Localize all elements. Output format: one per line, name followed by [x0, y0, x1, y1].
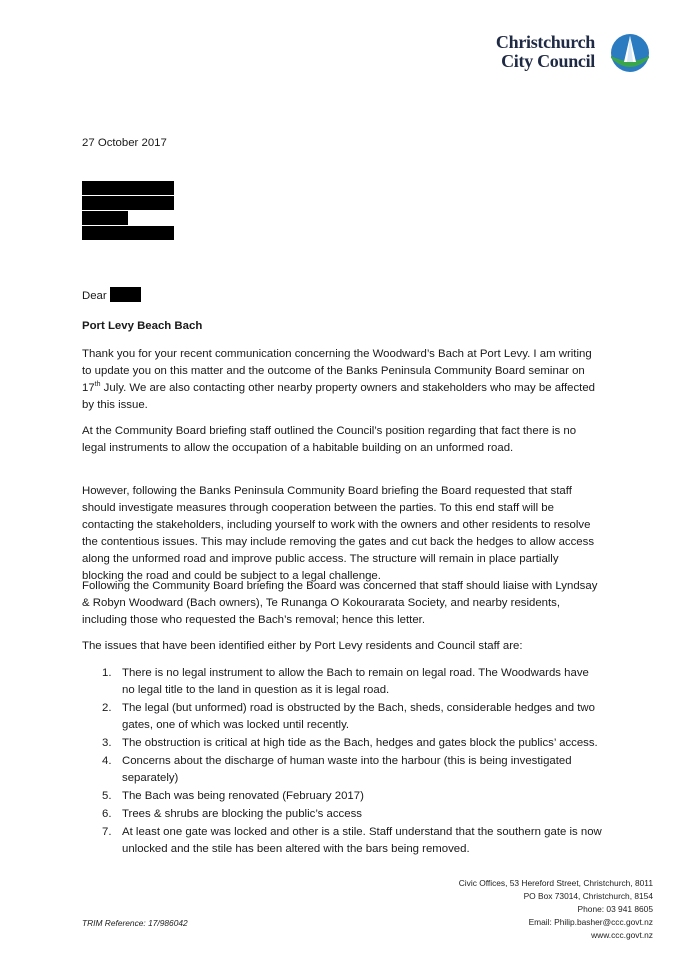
cathedral-spire-icon — [609, 32, 651, 74]
paragraph-5: The issues that have been identified either by Port Levy residents and Council staff are: — [82, 640, 523, 652]
list-item-text: The legal (but unformed) road is obstructed by the Bach, sheds, considerable hedges and two gates, one of which was locked until recently. — [122, 702, 595, 731]
logo-line-1: Christchurch — [495, 32, 595, 52]
salutation-word: Dear — [82, 290, 107, 302]
list-item-number: 5. — [102, 790, 112, 802]
list-item-text: Trees & shrubs are blocking the public’s access — [122, 808, 362, 820]
paragraph-1 — [82, 346, 602, 414]
letter-subject: Port Levy Beach Bach — [82, 320, 203, 332]
paragraph-2: At the Community Board briefing staff outlined the Council’s position regarding that fact there is no legal instruments to allow the occupation of a habitable building on an unformed road. — [82, 425, 577, 454]
list-item-text: At least one gate was locked and other is a stile. Staff understand that the southern gate is now unlocked and the stile has been altered with the bars being removed. — [122, 826, 602, 855]
list-item-text: There is no legal instrument to allow the Bach to remain on legal road. The Woodwards have no legal title to the land in question as it is legal road. — [122, 667, 589, 696]
list-item-number: 2. — [102, 702, 112, 714]
list-item — [82, 700, 602, 734]
footer-email: Email: Philip.basher@ccc.govt.nz — [528, 917, 653, 927]
redacted-recipient-name — [110, 287, 141, 302]
ordinal-suffix: th — [94, 381, 101, 389]
list-item-number: 6. — [102, 808, 112, 820]
footer-contact — [459, 877, 653, 942]
list-item-number: 4. — [102, 755, 112, 767]
paragraph-1-part-a: Thank you for your recent communication concerning the Woodward’s Bach at Port Levy. I am writing to update you on this matter and the outcome of the Banks Peninsula Community Board seminar on 17 — [82, 348, 592, 394]
list-item — [82, 665, 602, 699]
footer-address-street: Civic Offices, 53 Hereford Street, Christchurch, 8011 — [458, 878, 653, 888]
redacted-address-line-2 — [82, 196, 174, 210]
list-item — [82, 824, 602, 858]
council-logo — [478, 30, 653, 76]
logo-line-2: City Council — [501, 51, 595, 71]
list-item — [82, 753, 602, 787]
trim-reference: TRIM Reference: 17/986042 — [82, 918, 188, 928]
list-item-text: The obstruction is critical at high tide as the Bach, hedges and gates block the publics’ access. — [122, 737, 598, 749]
list-item-number: 3. — [102, 737, 112, 749]
list-item-number: 7. — [102, 826, 112, 838]
list-item — [82, 788, 602, 805]
list-item-number: 1. — [102, 667, 112, 679]
list-item-text: The Bach was being renovated (February 2017) — [122, 790, 364, 802]
list-item — [82, 735, 602, 752]
paragraph-3: However, following the Banks Peninsula Community Board briefing the Board requested that staff should investigate measures through cooperation between the parties. To this end staff will be contacting the stakeholders, including yourself to work with the owners and other residents to resolve the contentious issues. This may include removing the gates and cut back the hedges to allow access along the unformed road and improve public access. The structure will remain in place partially blocking the road and could be subject to a legal challenge. — [82, 485, 595, 582]
list-item — [82, 806, 602, 823]
issues-list — [82, 665, 602, 859]
footer-phone: Phone: 03 941 8605 — [577, 904, 653, 914]
footer-address-po-box: PO Box 73014, Christchurch, 8154 — [523, 891, 653, 901]
paragraph-4: Following the Community Board briefing the Board was concerned that staff should liaise with Lyndsay & Robyn Woodward (Bach owners), Te Runanga O Kokourarata Society, and nearby residents, including those who requested the Bach’s removal; hence this letter. — [82, 580, 598, 626]
redacted-address-line-4 — [82, 226, 174, 240]
footer-website: www.ccc.govt.nz — [591, 930, 653, 940]
salutation — [82, 288, 602, 305]
letter-date: 27 October 2017 — [82, 137, 167, 149]
list-item-text: Concerns about the discharge of human waste into the harbour (this is being investigated separately) — [122, 755, 572, 784]
redacted-address-line-1 — [82, 181, 174, 195]
redacted-address-line-3 — [82, 211, 128, 225]
paragraph-1-part-b: July. We are also contacting other nearby property owners and stakeholders who may be affected by this issue. — [82, 382, 596, 411]
